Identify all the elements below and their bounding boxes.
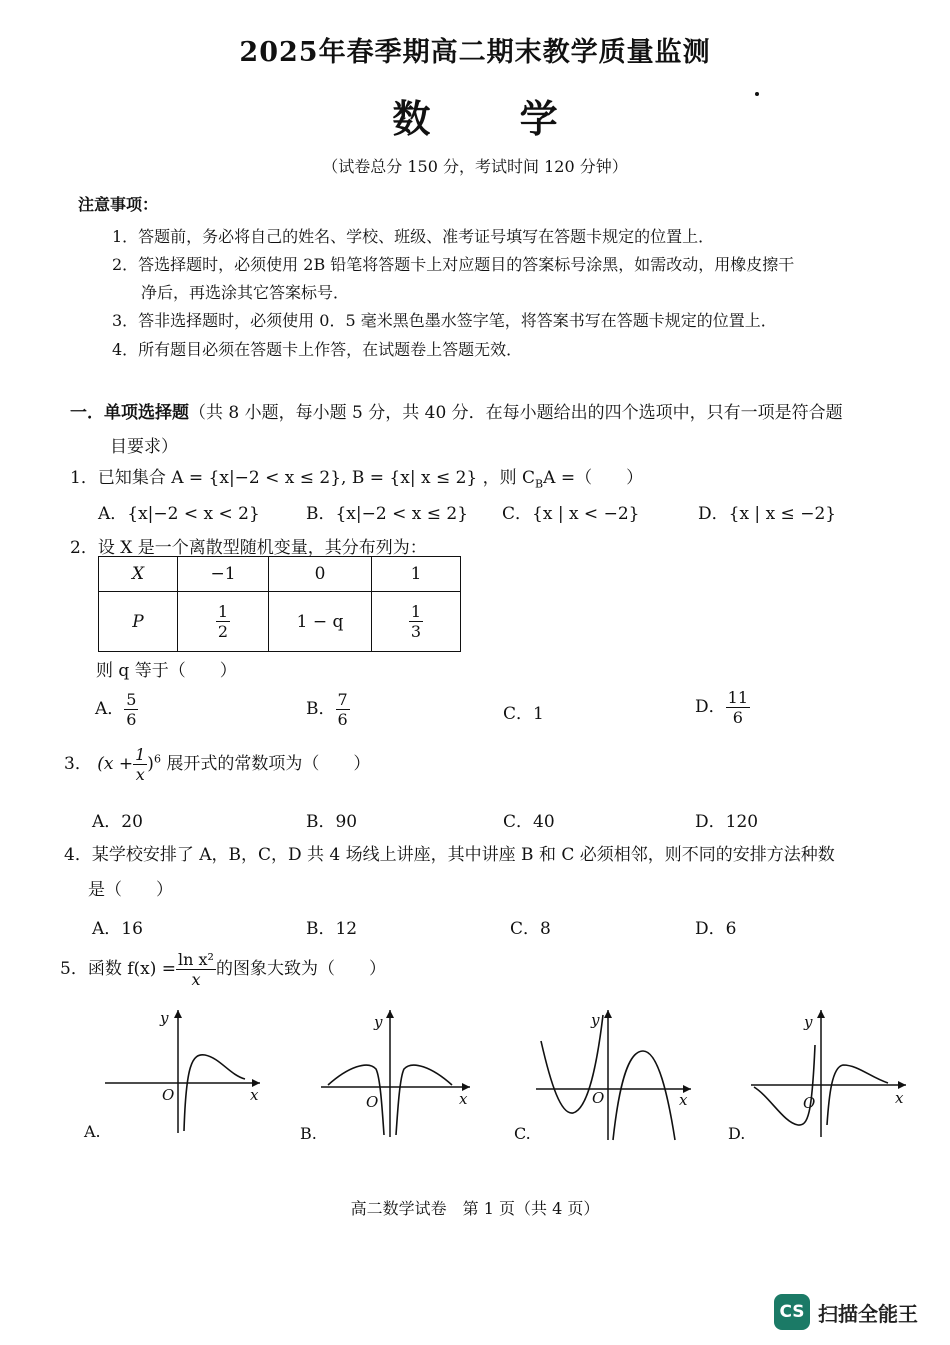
frac-num: 1 xyxy=(217,602,229,621)
table-cell: X xyxy=(99,557,178,592)
q5-stem-post: 的图象大致为（ ） xyxy=(215,959,386,979)
option-label: B． xyxy=(306,699,336,719)
frac-num: 1 xyxy=(135,745,146,764)
frac-den: x xyxy=(191,970,201,989)
table-cell: 1 xyxy=(372,557,461,592)
q2-stem: 2．设 X 是一个离散型随机变量，其分布列为： xyxy=(70,538,427,558)
section-desc: （共 8 小题，每小题 5 分，共 40 分．在每小题给出的四个选项中，只有一项是符合题 xyxy=(189,403,843,423)
option-label: A． xyxy=(95,699,125,719)
q3-option-a: A．20 xyxy=(92,812,143,832)
table-row xyxy=(99,557,461,592)
q3-expr-pre: (x + xyxy=(97,754,134,774)
frac-num: ln x² xyxy=(178,950,214,969)
q4-stem: 4．某学校安排了 A，B，C，D 共 4 场线上讲座，其中讲座 B 和 C 必须相邻，则不同的安排方法种数 xyxy=(64,845,835,865)
option-label: C． xyxy=(503,704,534,724)
q2-option-c xyxy=(503,699,544,724)
table-cell xyxy=(178,592,269,652)
graph-a xyxy=(100,1005,270,1135)
q4-option-c: C．8 xyxy=(510,919,551,939)
q1-sub: B xyxy=(535,477,544,491)
graph-b xyxy=(318,1005,478,1140)
frac-den: 6 xyxy=(732,708,743,727)
fraction xyxy=(124,690,138,729)
q5-stem-pre: 5．函数 f(x) = xyxy=(60,959,177,979)
q4-option-d: D．6 xyxy=(695,919,737,939)
graph-c-label: C. xyxy=(514,1124,531,1143)
notice-item-4: 4．所有题目必须在答题卡上作答，在试题卷上答题无效． xyxy=(112,340,523,359)
graph-d xyxy=(748,1005,913,1140)
graph-d-label: D. xyxy=(728,1124,746,1143)
q1-stem-end: A =（ ） xyxy=(543,468,644,488)
q1-option-c: C．{x | x < −2} xyxy=(502,504,640,524)
frac-den: x xyxy=(135,765,145,784)
q3-option-d: D．120 xyxy=(695,812,759,832)
fraction xyxy=(216,602,230,641)
q1-option-b: B．{x|−2 < x ≤ 2} xyxy=(306,504,469,524)
section-desc-cont: 目要求） xyxy=(110,437,178,457)
notice-item-3: 3．答非选择题时，必须使用 0．5 毫米黑色墨水签字笔，将答案书写在答题卡规定的位置上． xyxy=(112,311,777,330)
table-cell: 0 xyxy=(269,557,372,592)
q3-number: 3． xyxy=(64,754,92,774)
q4-option-b: B．12 xyxy=(306,919,358,939)
q1-option-d: D．{x | x ≤ −2} xyxy=(698,504,837,524)
watermark-text: 扫描全能王 xyxy=(818,1301,918,1326)
fraction xyxy=(726,688,750,727)
frac-den: 2 xyxy=(217,622,229,641)
q2-option-b xyxy=(306,690,350,729)
axis-y-label: y xyxy=(160,1009,169,1027)
axis-y-label: y xyxy=(804,1013,813,1031)
origin-label: O xyxy=(162,1086,175,1104)
notice-item-1: 1．答题前，务必将自己的姓名、学校、班级、准考证号填写在答题卡规定的位置上． xyxy=(112,227,715,246)
frac-den: 6 xyxy=(126,710,137,729)
fraction xyxy=(409,602,423,641)
frac-num: 7 xyxy=(337,690,348,709)
q2-option-a xyxy=(95,690,138,729)
q2-option-d xyxy=(695,688,750,727)
frac-den: 3 xyxy=(410,622,422,641)
q1-stem-text: 1．已知集合 A = {x|−2 < x ≤ 2}, B = {x| x ≤ 2} ，则 C xyxy=(70,468,536,488)
cs-logo-icon: CS xyxy=(774,1294,810,1330)
axis-y-label: y xyxy=(374,1013,383,1031)
fraction xyxy=(336,690,350,729)
page-footer: 高二数学试卷 第 1 页（共 4 页） xyxy=(350,1199,600,1218)
graph-c xyxy=(533,1005,698,1143)
origin-label: O xyxy=(803,1094,816,1112)
distribution-table xyxy=(98,556,461,652)
table-cell: −1 xyxy=(178,557,269,592)
q3-power: 6 xyxy=(153,752,161,766)
q3-option-c: C．40 xyxy=(503,812,555,832)
q5-stem xyxy=(60,950,386,989)
q1-stem xyxy=(70,463,643,490)
origin-label: O xyxy=(592,1089,605,1107)
axis-y-label: y xyxy=(591,1011,600,1029)
q3-stem-text: 展开式的常数项为（ ） xyxy=(166,754,371,774)
fraction xyxy=(176,950,216,989)
frac-num: 1 xyxy=(410,602,422,621)
notice-item-2-cont: 净后，再选涂其它答案标号． xyxy=(141,283,350,302)
table-cell: 1 − q xyxy=(269,592,372,652)
section-label: 一．单项选择题 xyxy=(70,403,189,423)
q2-ask: 则 q 等于（ ） xyxy=(96,661,237,681)
q3-expr-post: ) xyxy=(147,754,154,774)
graph-a-label: A. xyxy=(84,1122,101,1141)
speck-dot xyxy=(755,92,759,96)
axis-x-label: x xyxy=(459,1090,468,1108)
origin-label: O xyxy=(366,1093,379,1111)
frac-num: 5 xyxy=(126,690,137,709)
exam-title: 2025年春季期高二期末教学质量监测 xyxy=(239,37,711,68)
option-label: D． xyxy=(695,697,726,717)
section-heading xyxy=(70,396,930,464)
subject-title: 数 学 xyxy=(392,96,596,141)
scanner-watermark xyxy=(774,1294,918,1330)
table-cell: P xyxy=(99,592,178,652)
frac-num: 11 xyxy=(727,688,748,707)
fraction xyxy=(133,745,147,784)
notice-heading: 注意事项： xyxy=(78,195,159,214)
axis-x-label: x xyxy=(679,1091,688,1109)
table-cell xyxy=(372,592,461,652)
axis-x-label: x xyxy=(895,1089,904,1107)
q3-stem xyxy=(64,745,370,784)
exam-subtitle: （试卷总分 150 分，考试时间 120 分钟） xyxy=(322,157,628,176)
axis-x-label: x xyxy=(250,1086,259,1104)
table-row xyxy=(99,592,461,652)
option-value: 1 xyxy=(533,704,544,724)
q3-option-b: B．90 xyxy=(306,812,358,832)
notice-item-2: 2．答选择题时，必须使用 2B 铅笔将答题卡上对应题目的答案标号涂黑，如需改动，用橡皮擦干 xyxy=(112,255,795,274)
q1-option-a: A．{x|−2 < x < 2} xyxy=(98,504,260,524)
q4-stem-cont: 是（ ） xyxy=(88,880,173,900)
frac-den: 6 xyxy=(337,710,348,729)
q4-option-a: A．16 xyxy=(92,919,143,939)
graph-b-label: B. xyxy=(300,1124,317,1143)
